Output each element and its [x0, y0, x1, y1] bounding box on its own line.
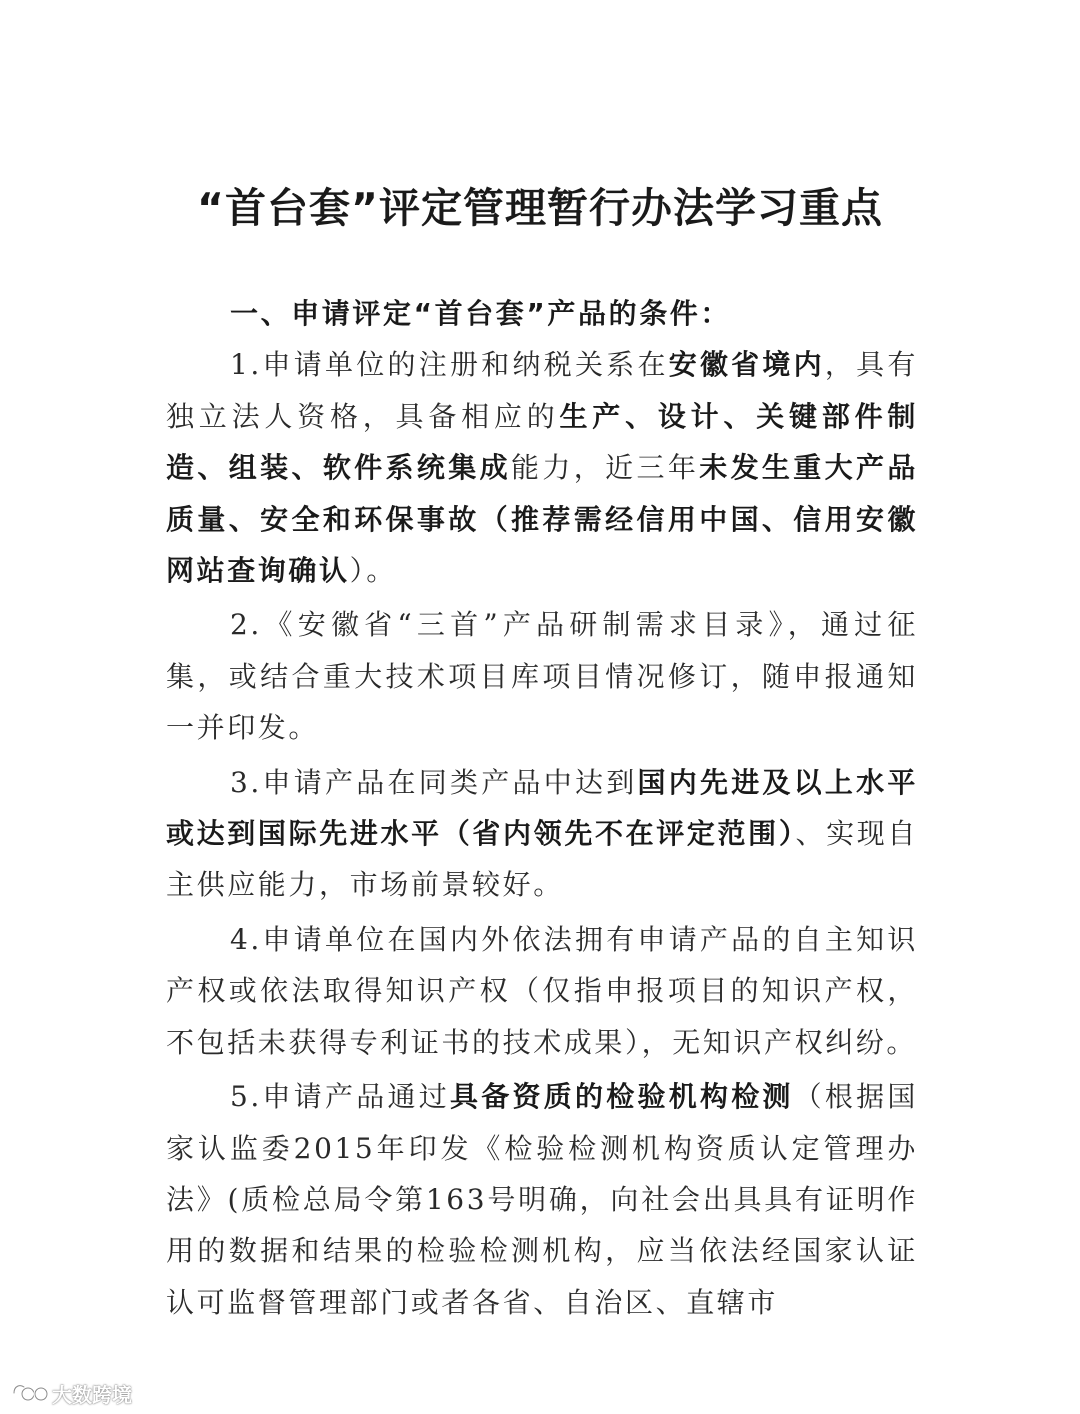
paragraph-2 — [166, 599, 918, 753]
watermark — [10, 1380, 132, 1406]
document-title: “首台套”评定管理暂行办法学习重点 — [197, 184, 883, 232]
paragraph-5 — [166, 1071, 918, 1328]
watermark-text: 大数跨境 — [52, 1382, 132, 1407]
paragraph-text: 4.申请单位在国内外依法拥有申请产品的自主知识产权或依法取得知识产权（仅指申报项目的知识产权，不包括未获得专利证书的技术成果），无知识产权纠纷。 — [166, 922, 918, 1059]
paragraph-3 — [166, 757, 918, 911]
section-heading: 一、申请评定“首台套”产品的条件： — [230, 297, 732, 330]
paragraph-text: ）。 — [349, 554, 397, 588]
paragraph-text: 1.申请单位的注册和纳税关系在 — [230, 348, 669, 382]
document-body — [166, 288, 918, 1328]
highlighted-text: 安徽省境内 — [668, 348, 825, 382]
highlighted-text: 生产、设计、关键部件制造、组装、软件系统集成 — [166, 399, 919, 485]
paragraph-text: 能力，近三年 — [511, 451, 700, 485]
highlighted-text: 未发生重大产品质量、安全和环保事故（推荐需经信用中国、信用安徽网站查询确认 — [166, 451, 918, 588]
paragraph-text: （根据国家认监委2015年印发《检验检测机构资质认定管理办法》(质检总局令第163号明确，向社会出具具有证明作用的数据和结果的检验检测机构，应当依法经国家认证认可监督管理部门或者各省、自治区、直辖市 — [166, 1080, 918, 1319]
paragraph-text: ，具有独立法人资格，具备相应的 — [166, 348, 918, 433]
logo-icon — [10, 1381, 50, 1405]
paragraph-text: 2.《安徽省“三首”产品研制需求目录》，通过征集，或结合重大技术项目库项目情况修订，随申报通知一并印发。 — [166, 608, 918, 745]
paragraph-text: 3.申请产品在同类产品中达到 — [230, 765, 638, 799]
paragraph-4 — [166, 914, 918, 1068]
paragraph-text: 、实现自主供应能力，市场前景较好。 — [166, 817, 918, 902]
paragraph-list — [166, 339, 918, 1328]
paragraph-text: 5.申请产品通过 — [230, 1080, 451, 1114]
paragraph-1 — [166, 339, 918, 596]
highlighted-text: 具备资质的检验机构检测 — [450, 1080, 794, 1114]
highlighted-text: 国内先进及以上水平或达到国际先进水平（省内领先不在评定范围） — [166, 765, 919, 851]
